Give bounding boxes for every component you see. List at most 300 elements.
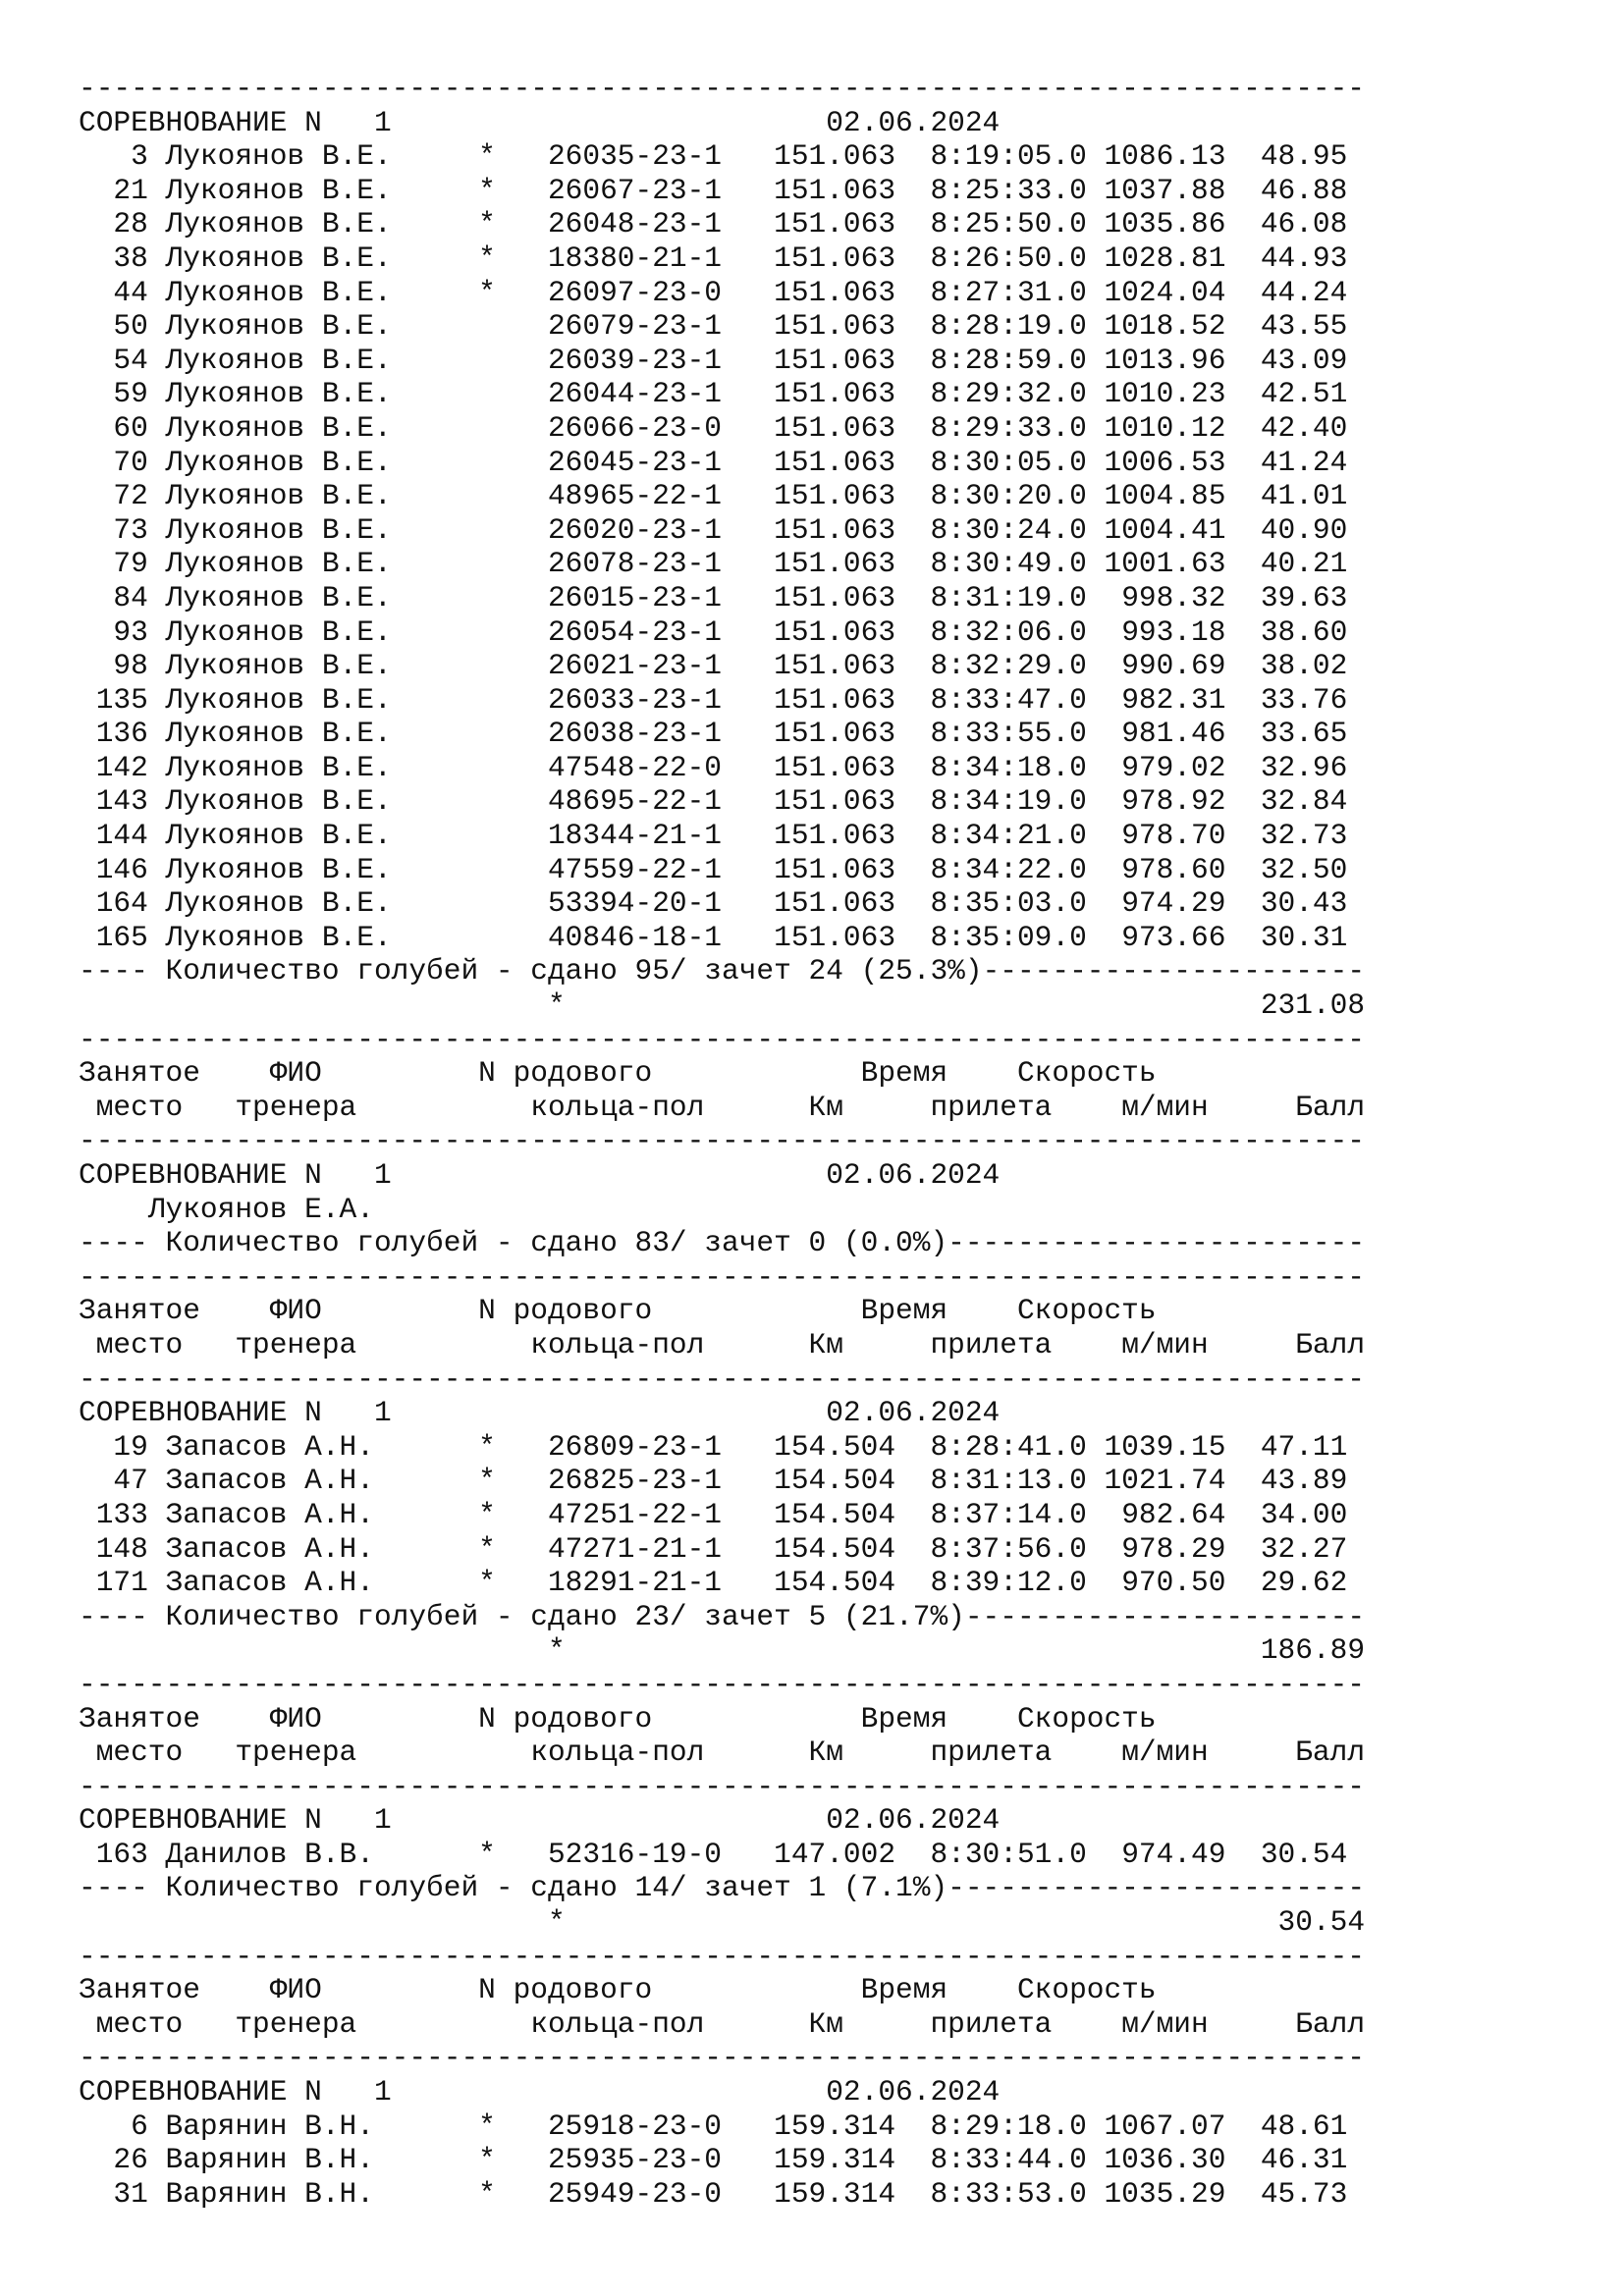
fancier-name: Лукоянов В.Е.	[165, 614, 392, 649]
place: 98	[113, 649, 148, 683]
ring-number: 53394-20-1	[547, 886, 723, 921]
ring-number: 47251-22-1	[547, 1497, 723, 1531]
total-mark: *	[547, 1633, 566, 1668]
ring-number: 26045-23-1	[547, 445, 723, 479]
place: 50	[113, 309, 148, 344]
ring-number: 26033-23-1	[547, 682, 723, 717]
place: 31	[113, 2176, 148, 2211]
arrival-time: 8:33:44.0	[930, 2143, 1087, 2177]
arrival-time: 8:30:20.0	[930, 479, 1087, 513]
arrival-time: 8:28:19.0	[930, 309, 1087, 344]
speed: 978.70	[1121, 819, 1226, 853]
col-header-place: Занятое	[79, 1973, 200, 2007]
column-header-line-2	[79, 1735, 1365, 1770]
result-row	[79, 1838, 1365, 1872]
speed: 982.64	[1121, 1497, 1226, 1531]
distance-km: 151.063	[774, 784, 896, 819]
result-row	[79, 853, 1365, 887]
distance-km: 151.063	[774, 275, 896, 309]
ring-number: 26825-23-1	[547, 1464, 723, 1498]
ring-number: 52316-19-0	[547, 1837, 723, 1871]
score: 40.21	[1260, 547, 1348, 581]
distance-km: 159.314	[774, 2143, 896, 2177]
distance-km: 151.063	[774, 886, 896, 921]
total-line	[79, 1905, 1365, 1940]
total-mark: *	[547, 1905, 566, 1940]
col-header-name-2: тренера	[235, 2006, 357, 2041]
distance-km: 151.063	[774, 410, 896, 445]
col-header-ring: N родового	[478, 1973, 653, 2007]
speed: 978.29	[1121, 1531, 1226, 1566]
score: 33.65	[1260, 717, 1348, 751]
separator-line: --------------------------------------------------------------------------	[79, 72, 1366, 105]
arrival-time: 8:37:14.0	[930, 1497, 1087, 1531]
summary-line: ---- Количество голубей - сдано 14/ зачет 1 (7.1%)------------------------	[79, 1871, 1366, 1905]
place: 70	[113, 445, 148, 479]
fancier-name: Запасов А.Н.	[165, 1566, 374, 1600]
speed: 1021.74	[1104, 1464, 1226, 1498]
distance-km: 154.504	[774, 1429, 896, 1464]
result-row	[79, 344, 1365, 378]
result-row	[79, 207, 1365, 241]
distance-km: 151.063	[774, 445, 896, 479]
score: 48.95	[1260, 139, 1348, 174]
fancier-name: Лукоянов В.Е.	[165, 852, 392, 886]
col-header-time-2: прилета	[930, 1327, 1053, 1362]
score: 43.89	[1260, 1464, 1348, 1498]
result-row	[79, 1430, 1365, 1465]
total-score: 186.89	[1260, 1633, 1366, 1668]
mark: *	[478, 2143, 496, 2177]
col-header-time: Время	[860, 1056, 948, 1091]
score: 44.93	[1260, 240, 1348, 275]
place: 143	[95, 784, 148, 819]
col-header-score: Балл	[1295, 2006, 1366, 2041]
score: 41.01	[1260, 479, 1348, 513]
result-row	[79, 513, 1365, 548]
mark: *	[478, 1531, 496, 1566]
result-row	[79, 2177, 1365, 2212]
fancier-name: Лукоянов В.Е.	[165, 445, 392, 479]
ring-number: 18344-21-1	[547, 819, 723, 853]
col-header-place: Занятое	[79, 1701, 200, 1735]
separator-line: --------------------------------------------------------------------------	[79, 1667, 1366, 1701]
place: 133	[95, 1497, 148, 1531]
score: 46.31	[1260, 2143, 1348, 2177]
arrival-time: 8:28:41.0	[930, 1429, 1087, 1464]
mark: *	[478, 2176, 496, 2211]
place: 26	[113, 2143, 148, 2177]
result-row	[79, 1464, 1365, 1498]
speed: 1018.52	[1104, 309, 1226, 344]
summary-text: Количество голубей - сдано 14/ зачет 1 (7.1%)	[165, 1871, 948, 1905]
score: 43.09	[1260, 343, 1348, 377]
distance-km: 151.063	[774, 580, 896, 614]
distance-km: 154.504	[774, 1566, 896, 1600]
col-header-km: Км	[808, 2006, 843, 2041]
distance-km: 154.504	[774, 1497, 896, 1531]
arrival-time: 8:32:06.0	[930, 614, 1087, 649]
summary-line: ---- Количество голубей - сдано 95/ зачет 24 (25.3%)----------------------	[79, 954, 1366, 988]
arrival-time: 8:29:18.0	[930, 2109, 1087, 2143]
mark: *	[478, 139, 496, 174]
distance-km: 151.063	[774, 309, 896, 344]
place: 19	[113, 1429, 148, 1464]
fancier-name: Лукоянов В.Е.	[165, 343, 392, 377]
mark: *	[478, 1429, 496, 1464]
column-header-line-1	[79, 1294, 1365, 1328]
col-header-speed-2: м/мин	[1121, 1735, 1209, 1770]
fancier-name: Лукоянов В.Е.	[165, 377, 392, 411]
fancier-name: Лукоянов В.Е.	[165, 309, 392, 344]
col-header-time: Время	[860, 1294, 948, 1328]
col-header-place: Занятое	[79, 1056, 200, 1091]
summary-text: Количество голубей - сдано 23/ зачет 5 (21.7%)	[165, 1599, 965, 1633]
score: 42.51	[1260, 377, 1348, 411]
col-header-place-2: место	[95, 2006, 184, 2041]
place: 79	[113, 547, 148, 581]
score: 48.61	[1260, 2109, 1348, 2143]
speed: 998.32	[1121, 580, 1226, 614]
result-row	[79, 1566, 1365, 1600]
score: 30.43	[1260, 886, 1348, 921]
column-header-line-2	[79, 1091, 1365, 1125]
col-header-place: Занятое	[79, 1294, 200, 1328]
total-line	[79, 988, 1365, 1023]
separator-line: --------------------------------------------------------------------------	[79, 1124, 1366, 1158]
separator-line: --------------------------------------------------------------------------	[79, 2041, 1366, 2075]
score: 40.90	[1260, 512, 1348, 547]
summary-line: ---- Количество голубей - сдано 23/ зачет 5 (21.7%)-----------------------	[79, 1599, 1366, 1633]
result-row	[79, 819, 1365, 853]
result-row	[79, 309, 1365, 344]
arrival-time: 8:28:59.0	[930, 343, 1087, 377]
ring-number: 40846-18-1	[547, 920, 723, 954]
distance-km: 151.063	[774, 819, 896, 853]
col-header-km: Км	[808, 1090, 843, 1124]
fancier-name: Лукоянов В.Е.	[165, 479, 392, 513]
score: 45.73	[1260, 2176, 1348, 2211]
place: 38	[113, 240, 148, 275]
total-line	[79, 1633, 1365, 1668]
col-header-score: Балл	[1295, 1090, 1366, 1124]
ring-number: 26809-23-1	[547, 1429, 723, 1464]
arrival-time: 8:30:51.0	[930, 1837, 1087, 1871]
fancier-name: Запасов А.Н.	[165, 1464, 374, 1498]
fancier-name: Варянин В.Н.	[165, 2176, 374, 2211]
fancier-name: Варянин В.Н.	[165, 2109, 374, 2143]
speed: 1004.41	[1104, 512, 1226, 547]
speed: 974.29	[1121, 886, 1226, 921]
distance-km: 151.063	[774, 920, 896, 954]
place: 142	[95, 750, 148, 784]
mark: *	[478, 207, 496, 241]
result-row	[79, 276, 1365, 310]
col-header-name: ФИО	[269, 1973, 322, 2007]
speed: 1035.86	[1104, 207, 1226, 241]
place: 47	[113, 1464, 148, 1498]
fancier-name: Лукоянов В.Е.	[165, 173, 392, 207]
result-row	[79, 921, 1365, 955]
place: 84	[113, 580, 148, 614]
speed: 1028.81	[1104, 240, 1226, 275]
score: 32.27	[1260, 1531, 1348, 1566]
arrival-time: 8:30:05.0	[930, 445, 1087, 479]
fancier-name: Лукоянов В.Е.	[165, 784, 392, 819]
ring-number: 26021-23-1	[547, 649, 723, 683]
fancier-name: Варянин В.Н.	[165, 2143, 374, 2177]
distance-km: 151.063	[774, 547, 896, 581]
distance-km: 151.063	[774, 852, 896, 886]
ring-number: 48965-22-1	[547, 479, 723, 513]
summary-text: Количество голубей - сдано 83/ зачет 0 (0.0%)	[165, 1226, 948, 1260]
distance-km: 151.063	[774, 377, 896, 411]
result-row	[79, 717, 1365, 751]
score: 46.88	[1260, 173, 1348, 207]
place: 44	[113, 275, 148, 309]
col-header-name-2: тренера	[235, 1090, 357, 1124]
ring-number: 47559-22-1	[547, 852, 723, 886]
competition-title: СОРЕВНОВАНИЕ N 1	[79, 105, 392, 139]
competition-title-line	[79, 1803, 1365, 1838]
col-header-name: ФИО	[269, 1701, 322, 1735]
place: 144	[95, 819, 148, 853]
distance-km: 154.504	[774, 1464, 896, 1498]
score: 32.84	[1260, 784, 1348, 819]
place: 6	[131, 2109, 148, 2143]
distance-km: 159.314	[774, 2109, 896, 2143]
result-row	[79, 1532, 1365, 1567]
score: 44.24	[1260, 275, 1348, 309]
result-row	[79, 751, 1365, 785]
ring-number: 26048-23-1	[547, 207, 723, 241]
speed: 1037.88	[1104, 173, 1226, 207]
arrival-time: 8:35:03.0	[930, 886, 1087, 921]
col-header-name-2: тренера	[235, 1735, 357, 1770]
col-header-ring-2: кольца-пол	[530, 1735, 705, 1770]
ring-number: 18380-21-1	[547, 240, 723, 275]
col-header-score: Балл	[1295, 1735, 1366, 1770]
arrival-time: 8:35:09.0	[930, 920, 1087, 954]
col-header-time: Время	[860, 1701, 948, 1735]
col-header-km: Км	[808, 1327, 843, 1362]
ring-number: 47271-21-1	[547, 1531, 723, 1566]
fancier-name: Лукоянов В.Е.	[165, 920, 392, 954]
distance-km: 151.063	[774, 614, 896, 649]
competition-title: СОРЕВНОВАНИЕ N 1	[79, 1158, 392, 1192]
score: 34.00	[1260, 1497, 1348, 1531]
col-header-place-2: место	[95, 1327, 184, 1362]
distance-km: 151.063	[774, 649, 896, 683]
distance-km: 151.063	[774, 750, 896, 784]
mark: *	[478, 2109, 496, 2143]
column-header-line-1	[79, 1056, 1365, 1091]
col-header-speed: Скорость	[1016, 1056, 1157, 1091]
competition-date: 02.06.2024	[826, 1396, 1001, 1430]
place: 21	[113, 173, 148, 207]
separator-line: --------------------------------------------------------------------------	[79, 1022, 1366, 1056]
result-row	[79, 547, 1365, 581]
result-row	[79, 784, 1365, 819]
score: 32.96	[1260, 750, 1348, 784]
col-header-ring: N родового	[478, 1701, 653, 1735]
col-header-name: ФИО	[269, 1056, 322, 1091]
fancier-name: Лукоянов В.Е.	[165, 275, 392, 309]
result-row	[79, 2109, 1365, 2144]
ring-number: 25918-23-0	[547, 2109, 723, 2143]
score: 42.40	[1260, 410, 1348, 445]
speed: 1035.29	[1104, 2176, 1226, 2211]
speed: 982.31	[1121, 682, 1226, 717]
competition-title-line	[79, 106, 1365, 140]
place: 73	[113, 512, 148, 547]
ring-number: 26044-23-1	[547, 377, 723, 411]
col-header-ring: N родового	[478, 1294, 653, 1328]
place: 135	[95, 682, 148, 717]
speed: 1010.12	[1104, 410, 1226, 445]
ring-number: 26054-23-1	[547, 614, 723, 649]
place: 164	[95, 886, 148, 921]
result-row	[79, 1498, 1365, 1532]
distance-km: 151.063	[774, 343, 896, 377]
ring-number: 26020-23-1	[547, 512, 723, 547]
ring-number: 47548-22-0	[547, 750, 723, 784]
arrival-time: 8:25:50.0	[930, 207, 1087, 241]
separator-line: --------------------------------------------------------------------------	[79, 1769, 1366, 1803]
speed: 993.18	[1121, 614, 1226, 649]
col-header-ring-2: кольца-пол	[530, 1327, 705, 1362]
place: 171	[95, 1566, 148, 1600]
ring-number: 26035-23-1	[547, 139, 723, 174]
place: 165	[95, 920, 148, 954]
speed: 1024.04	[1104, 275, 1226, 309]
total-mark: *	[547, 988, 566, 1023]
arrival-time: 8:30:24.0	[930, 512, 1087, 547]
competition-date: 02.06.2024	[826, 2075, 1001, 2109]
speed: 1039.15	[1104, 1429, 1226, 1464]
arrival-time: 8:30:49.0	[930, 547, 1087, 581]
arrival-time: 8:39:12.0	[930, 1566, 1087, 1600]
fancier-name: Запасов А.Н.	[165, 1497, 374, 1531]
distance-km: 151.063	[774, 479, 896, 513]
column-header-line-2	[79, 1328, 1365, 1362]
distance-km: 151.063	[774, 173, 896, 207]
fancier-name: Лукоянов В.Е.	[165, 512, 392, 547]
score: 32.50	[1260, 852, 1348, 886]
result-row	[79, 174, 1365, 208]
fancier-name: Лукоянов В.Е.	[165, 682, 392, 717]
fancier-name: Лукоянов В.Е.	[165, 819, 392, 853]
result-row	[79, 411, 1365, 446]
col-header-ring-2: кольца-пол	[530, 2006, 705, 2041]
speed: 1036.30	[1104, 2143, 1226, 2177]
col-header-place-2: место	[95, 1090, 184, 1124]
competition-title: СОРЕВНОВАНИЕ N 1	[79, 1803, 392, 1838]
arrival-time: 8:33:55.0	[930, 717, 1087, 751]
mark: *	[478, 173, 496, 207]
col-header-name: ФИО	[269, 1294, 322, 1328]
place: 136	[95, 717, 148, 751]
fancier-name: Лукоянов В.Е.	[165, 410, 392, 445]
arrival-time: 8:19:05.0	[930, 139, 1087, 174]
speed: 979.02	[1121, 750, 1226, 784]
col-header-score: Балл	[1295, 1327, 1366, 1362]
speed: 1010.23	[1104, 377, 1226, 411]
distance-km: 154.504	[774, 1531, 896, 1566]
fancier-name: Запасов А.Н.	[165, 1429, 374, 1464]
fancier-name: Лукоянов В.Е.	[165, 649, 392, 683]
speed: 1004.85	[1104, 479, 1226, 513]
place: 54	[113, 343, 148, 377]
ring-number: 26039-23-1	[547, 343, 723, 377]
col-header-speed: Скорость	[1016, 1701, 1157, 1735]
distance-km: 151.063	[774, 682, 896, 717]
speed: 978.92	[1121, 784, 1226, 819]
competition-title: СОРЕВНОВАНИЕ N 1	[79, 1396, 392, 1430]
arrival-time: 8:37:56.0	[930, 1531, 1087, 1566]
result-row	[79, 615, 1365, 650]
speed: 1086.13	[1104, 139, 1226, 174]
distance-km: 147.002	[774, 1837, 896, 1871]
fancier-name: Запасов А.Н.	[165, 1531, 374, 1566]
score: 39.63	[1260, 580, 1348, 614]
fancier-name: Лукоянов В.Е.	[165, 750, 392, 784]
col-header-km: Км	[808, 1735, 843, 1770]
mark: *	[478, 1837, 496, 1871]
arrival-time: 8:34:21.0	[930, 819, 1087, 853]
arrival-time: 8:34:22.0	[930, 852, 1087, 886]
arrival-time: 8:31:19.0	[930, 580, 1087, 614]
column-header-line-1	[79, 1973, 1365, 2007]
distance-km: 159.314	[774, 2176, 896, 2211]
distance-km: 151.063	[774, 512, 896, 547]
col-header-ring: N родового	[478, 1056, 653, 1091]
mark: *	[478, 240, 496, 275]
place: 148	[95, 1531, 148, 1566]
col-header-time-2: прилета	[930, 2006, 1053, 2041]
ring-number: 26097-23-0	[547, 275, 723, 309]
fancier-name: Лукоянов В.Е.	[165, 580, 392, 614]
ring-number: 26038-23-1	[547, 717, 723, 751]
arrival-time: 8:29:33.0	[930, 410, 1087, 445]
score: 38.02	[1260, 649, 1348, 683]
col-header-place-2: место	[95, 1735, 184, 1770]
ring-number: 26078-23-1	[547, 547, 723, 581]
fancier-name: Лукоянов В.Е.	[165, 886, 392, 921]
arrival-time: 8:32:29.0	[930, 649, 1087, 683]
speed: 1013.96	[1104, 343, 1226, 377]
speed: 1067.07	[1104, 2109, 1226, 2143]
place: 60	[113, 410, 148, 445]
arrival-time: 8:31:13.0	[930, 1464, 1087, 1498]
total-score: 30.54	[1277, 1905, 1366, 1940]
results-printout	[79, 72, 1365, 2211]
place: 28	[113, 207, 148, 241]
ring-number: 25935-23-0	[547, 2143, 723, 2177]
mark: *	[478, 275, 496, 309]
separator-line: --------------------------------------------------------------------------	[79, 1362, 1366, 1396]
ring-number: 48695-22-1	[547, 784, 723, 819]
summary-text: Количество голубей - сдано 95/ зачет 24 (25.3%)	[165, 954, 983, 988]
col-header-speed: Скорость	[1016, 1973, 1157, 2007]
mark: *	[478, 1464, 496, 1498]
place: 93	[113, 614, 148, 649]
fancier-name: Лукоянов В.Е.	[165, 717, 392, 751]
member-line	[79, 1193, 1365, 1227]
ring-number: 26015-23-1	[547, 580, 723, 614]
result-row	[79, 2143, 1365, 2177]
speed: 990.69	[1121, 649, 1226, 683]
